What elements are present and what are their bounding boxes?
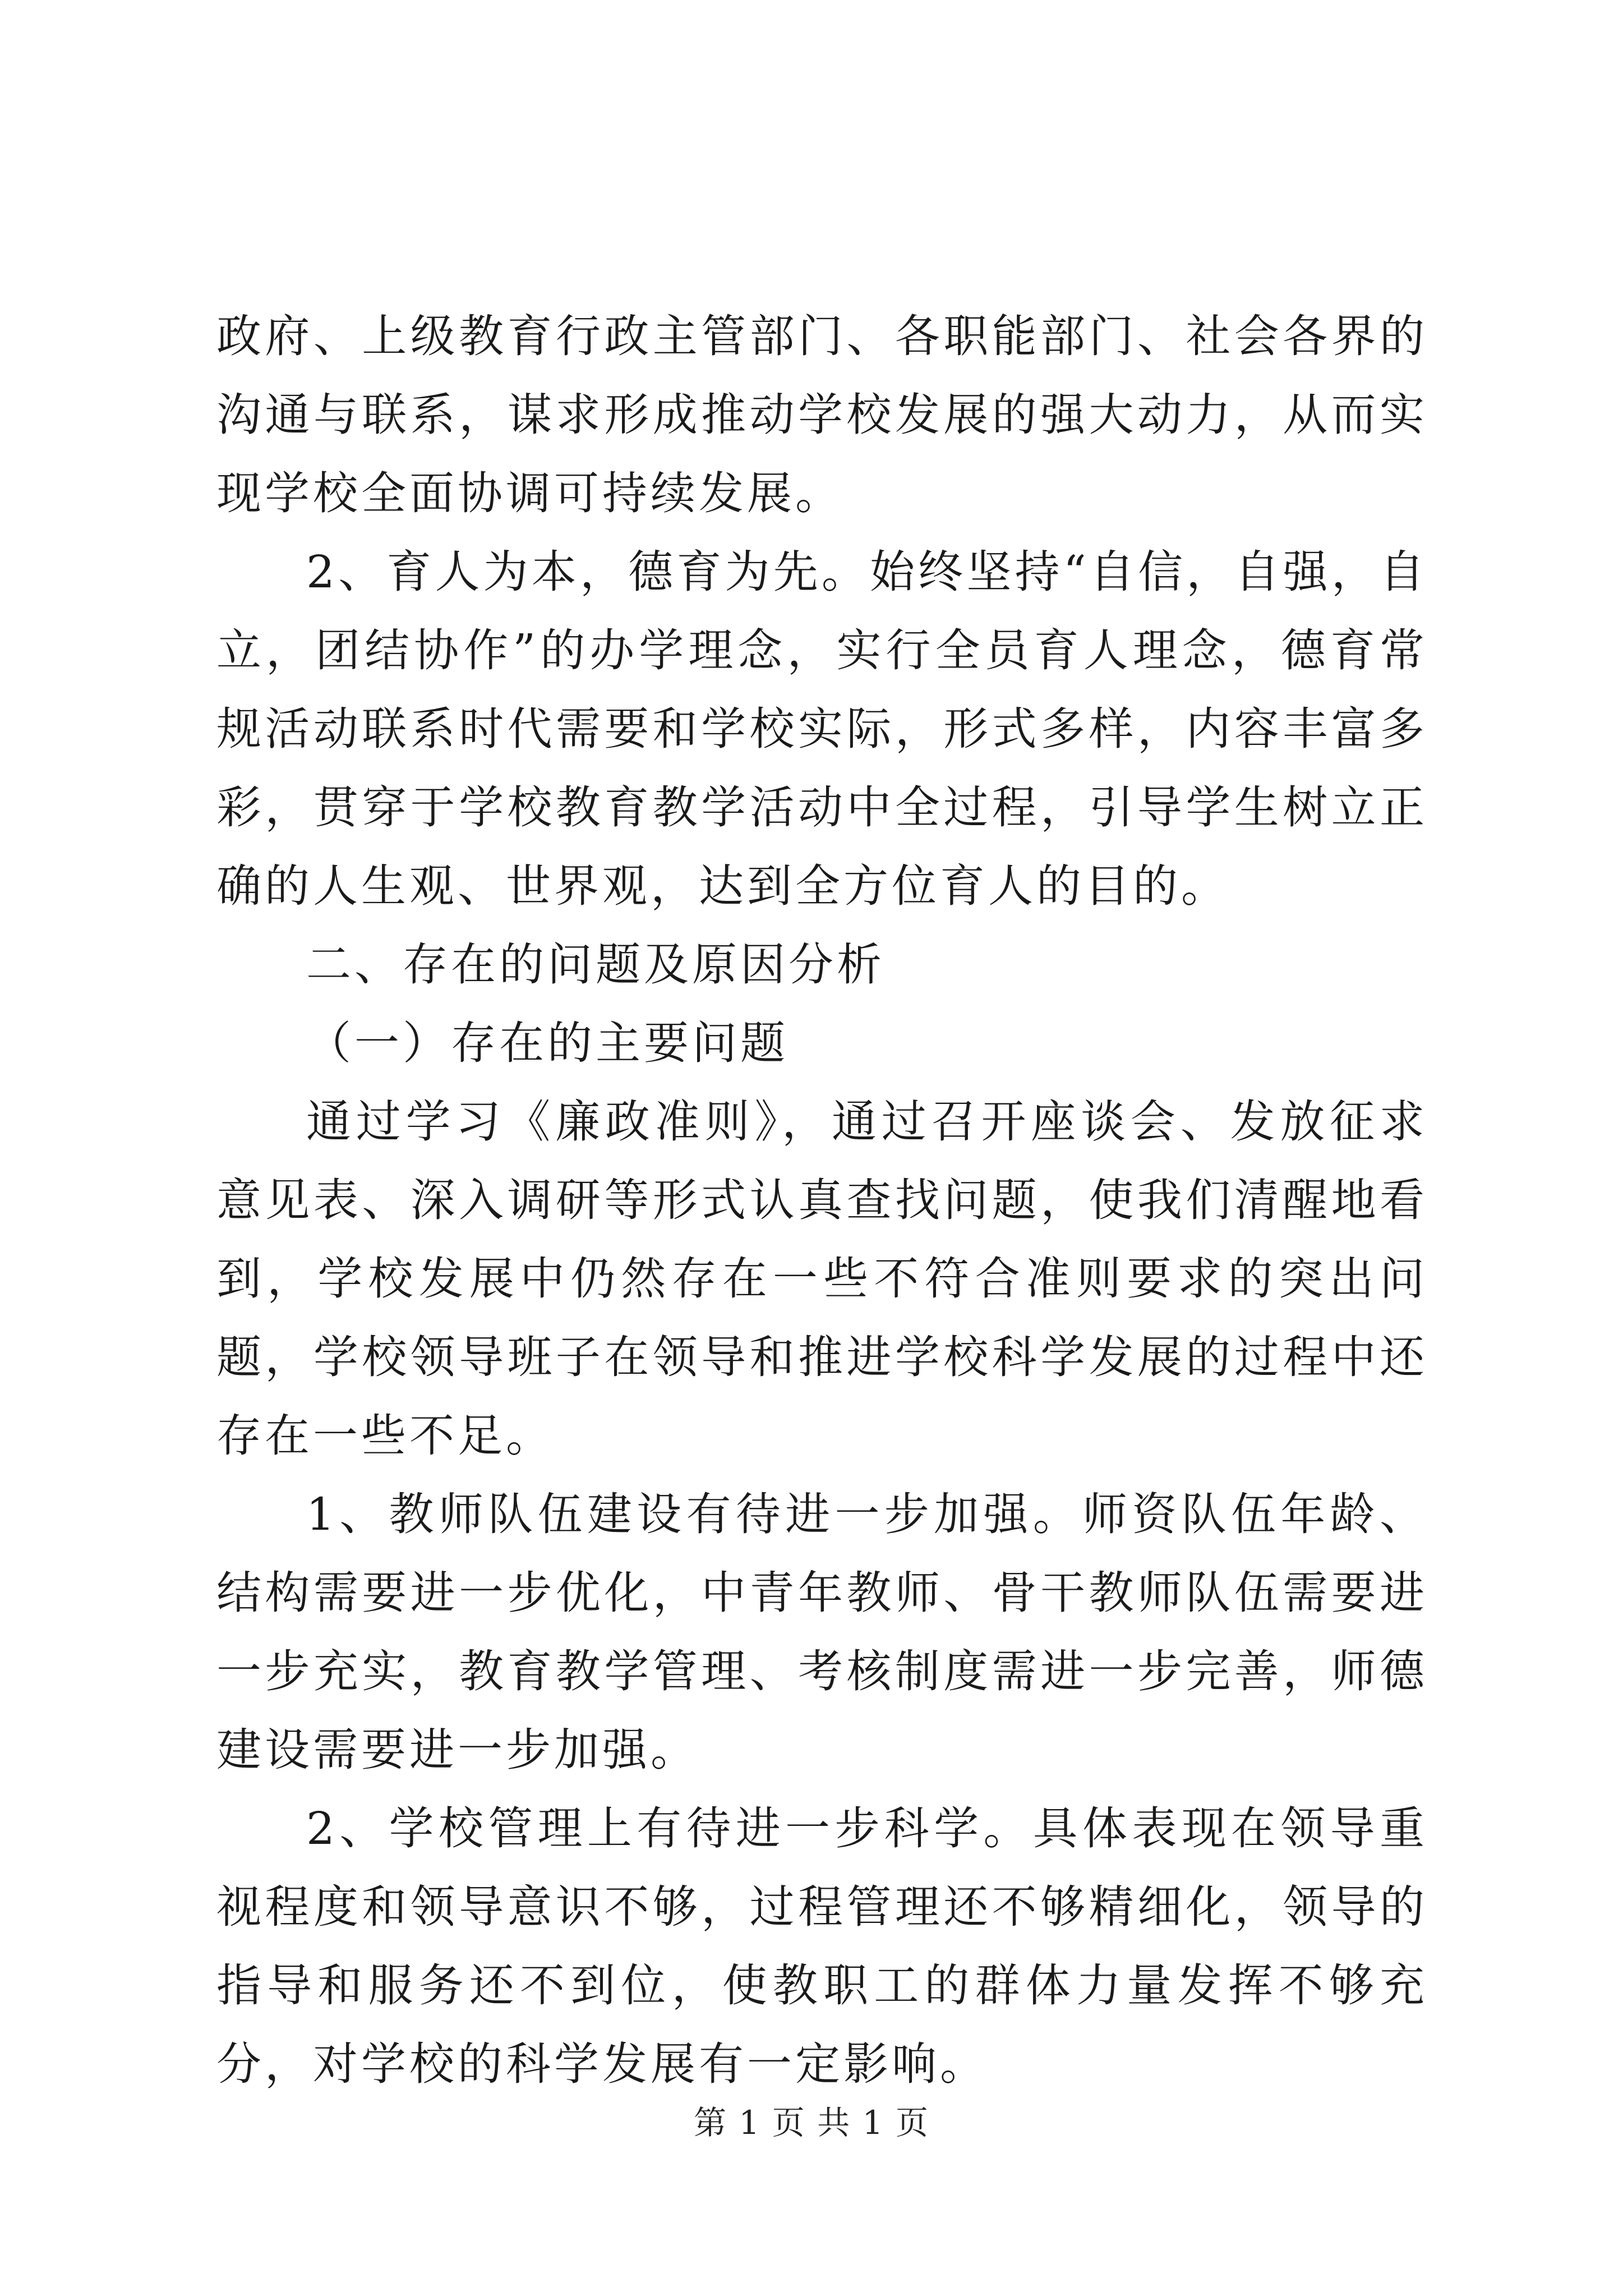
- document-body: [216, 297, 1428, 2104]
- page-number-footer: 第 1 页 共 1 页: [694, 2104, 929, 2142]
- paragraph-investigation: 通过学习《廉政准则》，通过召开座谈会、发放征求意见表、深入调研等形式认真查找问题，使我们清醒地看到，学校发展中仍然存在一些不符合准则要求的突出问题，学校领导班子在领导和推进学校科学发展的过程中还存在一些不足。: [216, 1096, 1428, 1462]
- section-heading-problems: 二、存在的问题及原因分析: [306, 938, 885, 991]
- paragraph-moral-education: 2、育人为本，德育为先。始终坚持“自信，自强，自立，团结协作”的办学理念，实行全员育人理念，德育常规活动联系时代需要和学校实际，形式多样，内容丰富多彩，贯穿于学校教育教学活动中全过程，引导学生树立正确的人生观、世界观，达到全方位育人的目的。: [216, 546, 1428, 912]
- paragraph-teacher-team: 1、教师队伍建设有待进一步加强。师资队伍年龄、结构需要进一步优化，中青年教师、骨干教师队伍需要进一步充实，教育教学管理、考核制度需进一步完善，师德建设需要进一步加强。: [216, 1488, 1428, 1776]
- paragraph-continuation: 政府、上级教育行政主管部门、各职能部门、社会各界的沟通与联系，谋求形成推动学校发展的强大动力，从而实现学校全面协调可持续发展。: [216, 310, 1428, 519]
- subsection-heading-main-problems: （一）存在的主要问题: [306, 1017, 789, 1069]
- paragraph-school-management: 2、学校管理上有待进一步科学。具体表现在领导重视程度和领导意识不够，过程管理还不够精细化，领导的指导和服务还不到位，使教职工的群体力量发挥不够充分，对学校的科学发展有一定影响。: [216, 1802, 1428, 2090]
